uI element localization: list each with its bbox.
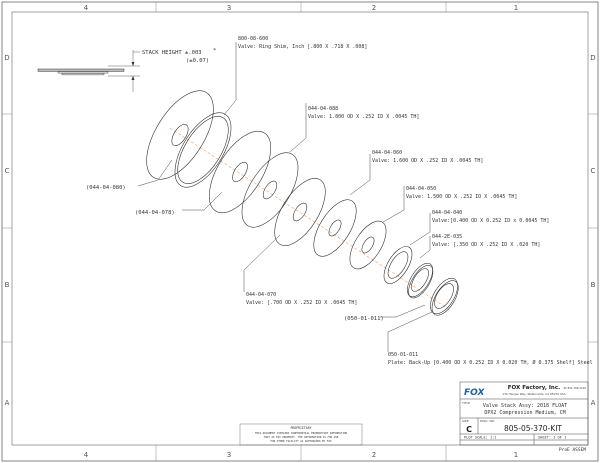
title-label: TITLE [462,401,471,405]
disc-044-04-060 [305,193,364,263]
zone-col-3-bottom: 3 [226,451,232,459]
callout-plate-part: 050-01-011 [388,352,419,358]
zone-row-a-left: A [4,399,10,407]
plot-scale: PLOT SCALE: 1:1 [464,435,497,440]
ring-shim-800-08-600 [164,104,242,196]
disc-044-04-040 [378,242,417,288]
callout-088-desc: Valve: 1.800 OD X .252 ID X .0045 TH] [308,114,420,120]
zone-col-1-bottom: 1 [513,451,519,459]
callout-070-part: 044-04-070 [246,292,277,298]
drawing-number: 805-05-370-KIT [503,424,563,433]
zone-row-b-right: B [590,281,596,289]
proprietary-line2: THAT IS FOX PROPERTY. THE INFORMATION IS FOR USE [263,436,339,439]
proprietary-line1: THIS DOCUMENT CONTAINS CONFIDENTIAL PROPRIETARY INFORMATION [254,432,348,435]
callout-plate-desc: Plate: Back-Up [0.400 OD X 0.252 ID X 0.020 TH, Ø 0.375 Shelf] Steel [388,360,593,366]
drawing-title-line1: Valve Stack Assy: 2018 FLOAT [482,403,568,409]
exploded-axis [170,128,450,310]
size-label: SIZE [462,419,469,423]
callout-050-part: 044-04-050 [406,186,437,192]
disc-044-04-078 [197,121,283,222]
proe-assem: ProE ASSEM [558,448,586,453]
zone-col-3-top: 3 [226,4,232,12]
fox-logo: FOX [464,388,485,398]
disc-044-04-080 [133,80,227,190]
zone-col-4-top: 4 [83,4,89,12]
callout-035-desc: Valve: [.350 OD X .252 ID X .020 TH] [432,242,541,248]
zone-row-c-right: C [590,167,596,175]
disc-044-04-070 [265,170,336,254]
company-name: FOX Factory, Inc. [507,385,561,391]
zone-row-d-left: D [4,54,10,62]
callout-060-desc: Valve: 1.600 OD X .252 ID X .0045 TH] [372,158,484,164]
zone-row-a-right: A [590,399,596,407]
proprietary-line3: FOR OTHER FACILITY AS AUTHORIZED BY FOX [270,440,332,443]
callout-shim-desc: Valve: Ring Shim, Inch [.800 X .718 X .008] [238,44,368,50]
stack-height-asterisk: * [213,48,217,54]
callout-shim-part: 800-08-600 [238,36,269,42]
proprietary-heading: PROPRIETARY [290,426,312,430]
callout-035-part: 044-2E-035 [432,234,463,240]
stack-side-view [38,50,140,92]
drawing-title-line2: DPX2 Compression Medium, CM [484,410,566,416]
callout-050-desc: Valve: 1.500 OD X .252 ID X .0045 TH] [406,194,518,200]
zone-col-2-top: 2 [371,4,377,12]
stack-height-label: STACK HEIGHT ±.003 [142,50,202,56]
callout-ref-078: (044-04-078) [135,210,175,216]
disc-044-04-050 [343,215,394,275]
company-phone: Ph 831-768-1100 [563,387,586,390]
callout-060-part: 044-04-060 [372,150,403,156]
stack-height-metric: (±0.07) [186,58,210,64]
disc-044-04-088 [231,144,309,236]
sheet-size: C [466,425,472,434]
dwg-no-label: DWG. NO. [480,419,495,423]
callout-088-part: 044-04-088 [308,106,339,112]
callout-ref-080: (044-04-080) [86,185,126,191]
zone-row-c-left: C [4,167,10,175]
zone-row-d-right: D [590,54,596,62]
zone-col-1-top: 1 [513,4,519,12]
proprietary-notice [240,424,362,445]
callout-070-desc: Valve: [.700 OD X .252 ID X .0045 TH] [246,300,358,306]
callout-040-part: 044-04-040 [432,210,463,216]
sheet-number: SHEET: 1 OF 1 [538,435,567,440]
company-address: 130 Hangar Way, Watsonville, CA 95076 USA [502,392,566,396]
zone-row-b-left: B [4,281,10,289]
inner-border [12,12,588,445]
callout-040-desc: Valve:[0.400 OD X 0.252 ID x 0.0045 TH] [432,218,550,224]
zone-col-4-bottom: 4 [83,451,89,459]
zone-col-2-bottom: 2 [371,451,377,459]
callout-ref-011: (050-01-011) [344,316,384,322]
